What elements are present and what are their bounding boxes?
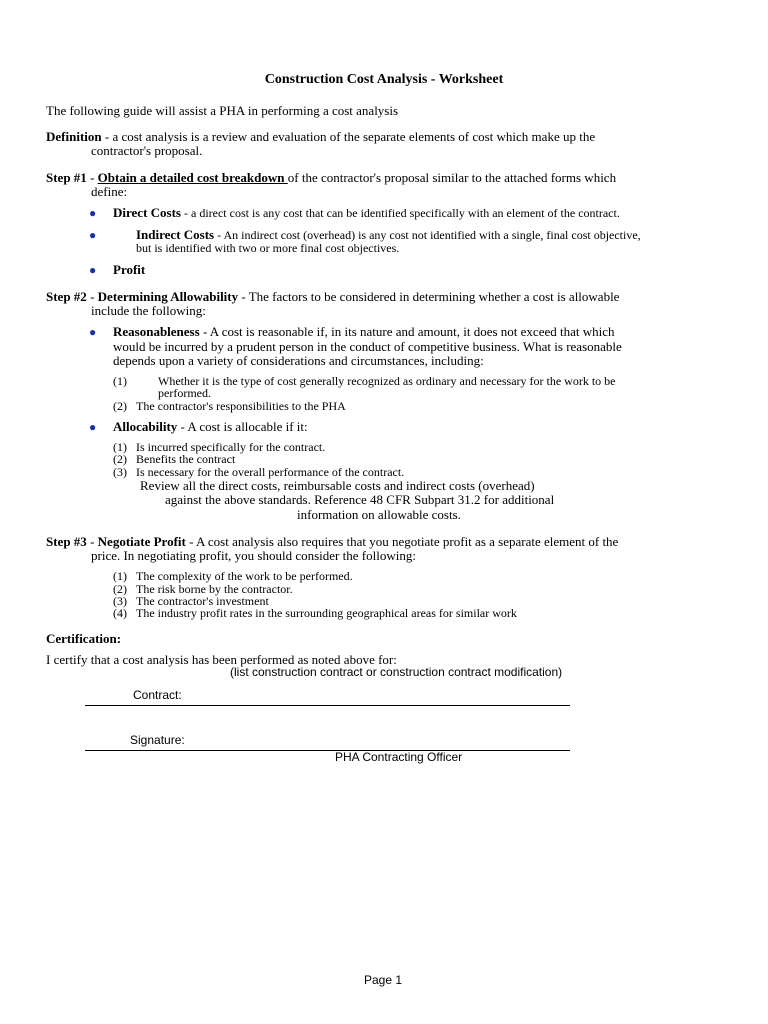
direct-costs-term: Direct Costs [113, 205, 181, 220]
step3-item-4-num: (4) [113, 606, 127, 620]
reasonableness-item-2-num: (2) [113, 399, 127, 413]
officer-label: PHA Contracting Officer [335, 750, 463, 764]
direct-costs-item [113, 206, 620, 221]
signature-label: Signature: [130, 733, 185, 747]
definition-label: Definition [46, 129, 102, 144]
certification-heading: Certification: [46, 631, 122, 646]
step3-heading: Negotiate Profit [97, 534, 186, 549]
reasonableness-item-1-num: (1) [113, 374, 127, 388]
step1-dash: - [86, 170, 98, 185]
step3-item-4-text: The industry profit rates in the surrounding geographical areas for similar work [136, 606, 517, 620]
reasonableness-item-1-text: Whether it is the type of cost generally recognized as ordinary and necessary for the work to be [158, 374, 616, 388]
reasonableness-term: Reasonableness [113, 324, 200, 339]
allocability-term: Allocability [113, 419, 178, 434]
reasonableness-item-2-text: The contractor's responsibilities to the PHA [136, 399, 346, 413]
step1-heading: Obtain a detailed cost breakdown [97, 170, 288, 185]
step3-item-3-text: The contractor's investment [136, 594, 269, 608]
indirect-costs-line-2: but is identified with two or more final cost objectives. [136, 241, 400, 255]
definition-line-2: contractor's proposal. [91, 143, 203, 158]
indirect-costs-term: Indirect Costs [136, 227, 215, 242]
step2-text: - The factors to be considered in determining whether a cost is allowable [238, 289, 620, 304]
step3-item-2-text: The risk borne by the contractor. [136, 582, 293, 596]
step3-label: Step #3 [46, 534, 87, 549]
allocability-item-2-num: (2) [113, 452, 127, 466]
allocability-review-3: information on allowable costs. [297, 507, 461, 522]
bullet-icon: ● [89, 420, 97, 434]
intro-text: The following guide will assist a PHA in performing a cost analysis [46, 103, 399, 118]
allocability-item-1-num: (1) [113, 440, 127, 454]
step3-line-2: price. In negotiating profit, you should consider the following: [91, 548, 416, 563]
reasonableness-line-2: would be incurred by a prudent person in the conduct of competitive business. What is reasonable [113, 339, 622, 354]
contract-line[interactable] [85, 705, 570, 706]
allocability-item-3-num: (3) [113, 465, 127, 479]
bullet-icon: ● [89, 263, 97, 277]
step3-item-1-num: (1) [113, 569, 127, 583]
step2-label: Step #2 [46, 289, 87, 304]
reasonableness-item-1-text-2: performed. [158, 386, 211, 400]
reasonableness-line-1 [113, 325, 615, 340]
reasonableness-line-3: depends upon a variety of considerations and circumstances, including: [113, 353, 484, 368]
allocability-item-2-text: Benefits the contract [136, 452, 236, 466]
allocability-item-3-text: Is necessary for the overall performance of the contract. [136, 465, 405, 479]
certification-note: (list construction contract or construction contract modification) [230, 665, 563, 679]
step1-label: Step #1 [46, 170, 87, 185]
definition-text: - a cost analysis is a review and evaluation of the separate elements of cost which make up the [101, 129, 596, 144]
direct-costs-text: - a direct cost is any cost that can be identified specifically with an element of the contract. [181, 206, 620, 220]
step2-dash: - [86, 289, 98, 304]
step1-text: of the contractor's proposal similar to the attached forms which [287, 170, 617, 185]
bullet-icon: ● [89, 206, 97, 220]
certification-text: I certify that a cost analysis has been performed as noted above for: [46, 652, 397, 667]
step3-text: - A cost analysis also requires that you negotiate profit as a separate element of the [185, 534, 619, 549]
allocability-review-1: Review all the direct costs, reimbursable costs and indirect costs (overhead) [140, 478, 535, 493]
indirect-costs-text: - An indirect cost (overhead) is any cost not identified with a single, final cost objective, [214, 228, 641, 242]
bullet-icon: ● [89, 325, 97, 339]
bullet-icon: ● [89, 228, 97, 242]
contract-label: Contract: [133, 688, 182, 702]
profit-term: Profit [113, 262, 146, 277]
step3-dash: - [86, 534, 98, 549]
page-title: Construction Cost Analysis - Worksheet [264, 72, 504, 87]
allocability-review-2: against the above standards. Reference 48 CFR Subpart 31.2 for additional [165, 492, 555, 507]
signature-line[interactable] [85, 750, 570, 751]
page-number: Page 1 [364, 973, 403, 987]
step3-item-2-num: (2) [113, 582, 127, 596]
step2-line-2: include the following: [91, 303, 206, 318]
step1-line-2: define: [91, 184, 128, 199]
step2-heading: Determining Allowability [97, 289, 239, 304]
step3-item-3-num: (3) [113, 594, 127, 608]
allocability-text: - A cost is allocable if it: [177, 419, 308, 434]
step3-item-1-text: The complexity of the work to be performed. [136, 569, 353, 583]
step1-line-1 [46, 171, 616, 186]
allocability-line [113, 420, 308, 435]
allocability-item-1-text: Is incurred specifically for the contract. [136, 440, 326, 454]
reasonableness-text: - A cost is reasonable if, in its nature and amount, it does not exceed that which [199, 324, 615, 339]
